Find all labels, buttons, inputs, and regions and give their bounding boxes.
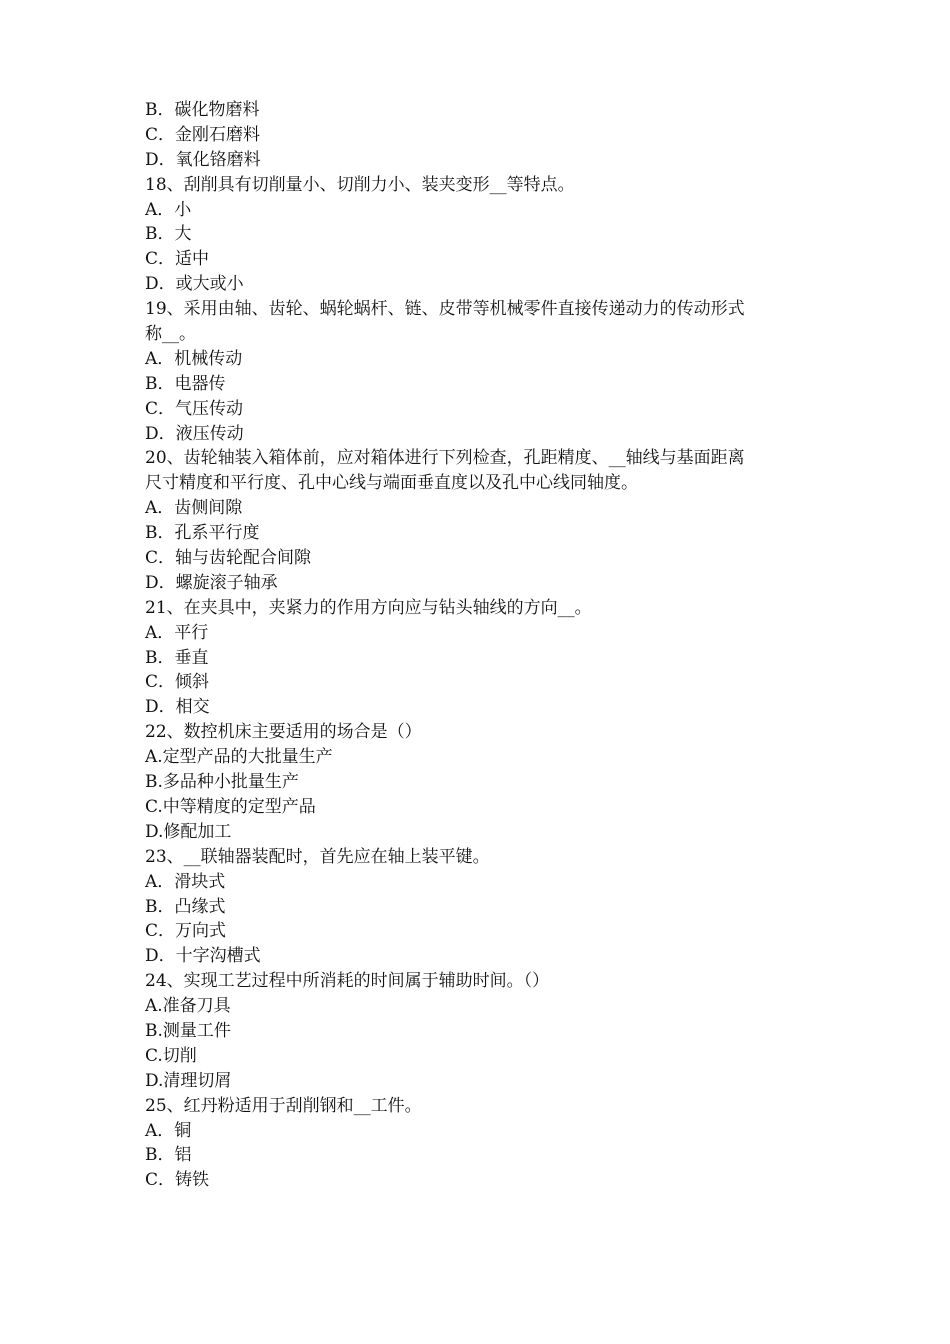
option-text: A.定型产品的大批量生产: [145, 747, 333, 768]
option-text: B.多品种小批量生产: [145, 772, 299, 793]
question-text: 24、实现工艺过程中所消耗的时间属于辅助时间。（）: [145, 971, 550, 992]
option-text: D．或大或小: [145, 274, 244, 295]
option-text: B．碳化物磨料: [145, 100, 260, 120]
option-text: C．轴与齿轮配合间隙: [145, 548, 312, 569]
option-text: A．滑块式: [145, 871, 226, 892]
option-text: C.切削: [145, 1045, 197, 1066]
option-text: B．凸缘式: [145, 896, 226, 917]
option-text: C．铸铁: [145, 1170, 210, 1191]
option-text: D.修配加工: [145, 821, 232, 842]
option-text: A．铜: [145, 1120, 192, 1141]
option-text: A．机械传动: [145, 348, 243, 369]
question-text: 22、数控机床主要适用的场合是（）: [145, 722, 422, 743]
question-text: 21、在夹具中，夹紧力的作用方向应与钻头轴线的方向__。: [145, 597, 592, 618]
option-text: D．相交: [145, 697, 210, 718]
question-text: 25、红丹粉适用于刮削钢和__工件。: [145, 1095, 422, 1116]
option-text: D．液压传动: [145, 423, 244, 444]
option-text: D．氧化铬磨料: [145, 149, 261, 170]
option-text: A．平行: [145, 622, 209, 643]
option-text: B．电器传: [145, 373, 226, 394]
question-text: 19、采用由轴、齿轮、蜗轮蜗杆、链、皮带等机械零件直接传递动力的传动形式: [145, 299, 745, 320]
option-text: B.测量工件: [145, 1020, 231, 1041]
option-text: A．小: [145, 199, 192, 220]
option-text: C．万向式: [145, 921, 227, 942]
option-text: 称__。: [145, 324, 196, 345]
option-text: A.准备刀具: [145, 996, 231, 1017]
option-text: D．十字沟槽式: [145, 946, 261, 967]
option-text: B．大: [145, 224, 192, 245]
option-text: A．齿侧间隙: [145, 498, 243, 519]
option-text: D.清理切屑: [145, 1070, 232, 1091]
question-text: 20、齿轮轴装入箱体前，应对箱体进行下列检查，孔距精度、__轴线与基面距离: [145, 448, 745, 469]
option-text: C.中等精度的定型产品: [145, 796, 316, 817]
question-text: 23、__联轴器装配时，首先应在轴上装平键。: [145, 846, 490, 867]
option-text: C．倾斜: [145, 672, 210, 693]
option-text: B．铝: [145, 1145, 192, 1166]
option-text: B．垂直: [145, 647, 209, 668]
option-text: C．适中: [145, 249, 210, 270]
option-text: 尺寸精度和平行度、孔中心线与端面垂直度以及孔中心线同轴度。: [145, 473, 638, 494]
option-text: C．金刚石磨料: [145, 124, 261, 145]
document-body: [145, 98, 825, 1193]
option-text: C．气压传动: [145, 398, 244, 419]
option-text: D．螺旋滚子轴承: [145, 572, 278, 593]
question-text: 18、刮削具有切削量小、切削力小、装夹变形__等特点。: [145, 174, 575, 195]
option-text: B．孔系平行度: [145, 523, 260, 544]
